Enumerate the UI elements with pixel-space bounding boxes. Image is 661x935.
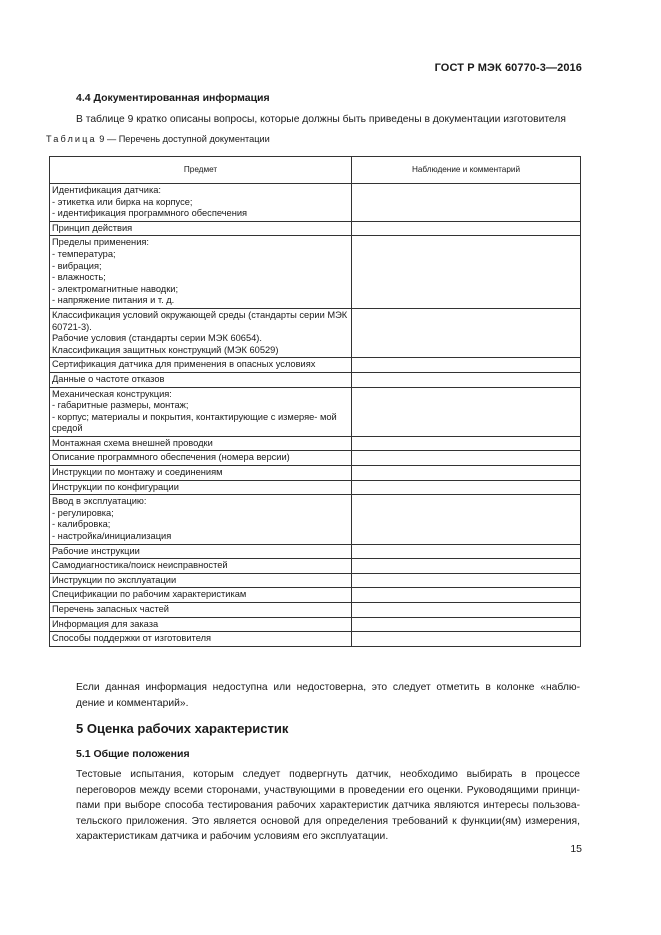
table-row: [50, 495, 581, 544]
cell-comment: [352, 358, 581, 373]
cell-comment: [352, 308, 581, 357]
cell-line: Информация для заказа: [52, 618, 159, 629]
general-provisions-paragraph: [51, 767, 580, 845]
cell-subject: [50, 451, 352, 466]
cell-subject: [50, 221, 352, 236]
table-row: [50, 544, 581, 559]
cell-subject: [50, 358, 352, 373]
after-table-text: Если данная информация недоступна или недостоверна, это следует отметить в колонке «наблю- дение и комментарий».: [76, 682, 580, 709]
cell-line: Пределы применения:: [52, 237, 150, 248]
intro-text: В таблице 9 кратко описаны вопросы, которые должны быть приведены в документации изготовителя: [76, 114, 566, 125]
documentation-table: [49, 156, 581, 647]
cell-subject: [50, 632, 352, 647]
cell-line: - калибровка;: [52, 519, 111, 530]
cell-line: Механическая конструкция:: [52, 388, 172, 399]
table-row: [50, 358, 581, 373]
section-intro-paragraph: [51, 112, 580, 128]
cell-line: - электромагнитные наводки;: [52, 283, 179, 294]
cell-subject: [50, 236, 352, 309]
cell-comment: [352, 387, 581, 436]
cell-subject: [50, 559, 352, 574]
cell-line: Классификация условий окружающей среды (стандарты серии МЭК 60721-3).: [52, 309, 348, 332]
table-row: [50, 221, 581, 236]
cell-line: Инструкции по конфигурации: [52, 481, 179, 492]
cell-subject: [50, 436, 352, 451]
table-row: [50, 466, 581, 481]
cell-line: - настройка/инициализация: [52, 531, 172, 542]
cell-line: Рабочие условия (стандарты серии МЭК 60654).: [52, 333, 262, 344]
table-row: [50, 559, 581, 574]
cell-line: Классификация защитных конструкций (МЭК 60529): [52, 344, 279, 355]
cell-line: Монтажная схема внешней проводки: [52, 437, 213, 448]
table-row: [50, 184, 581, 222]
cell-line: - габаритные размеры, монтаж;: [52, 400, 189, 411]
cell-line: Ввод в эксплуатацию:: [52, 496, 147, 507]
cell-line: Рабочие инструкции: [52, 545, 140, 556]
table-row: [50, 236, 581, 309]
cell-comment: [352, 236, 581, 309]
cell-comment: [352, 617, 581, 632]
general-provisions-text: Тестовые испытания, которым следует подвергнуть датчик, необходимо выбирать в процессе переговоров между всеми сторонами, участвующими в проведении его оценки. Руководящими принци- пами при выборе способа тестирования рабочих характеристик датчика являются интересы пользова- тельского приложения. Это является основой для определения требований к функции(ям) измерения, характеристикам датчика и рабочим условиям его эксплуатации.: [76, 769, 580, 842]
cell-subject: [50, 480, 352, 495]
cell-line: - регулировка;: [52, 507, 114, 518]
section-heading-4-4: 4.4 Документированная информация: [76, 92, 270, 104]
table-caption-label: Таблица: [46, 134, 97, 144]
chapter-heading-5: 5 Оценка рабочих характеристик: [76, 721, 289, 736]
cell-subject: [50, 466, 352, 481]
cell-subject: [50, 544, 352, 559]
cell-line: Принцип действия: [52, 222, 133, 233]
cell-line: Данные о частоте отказов: [52, 373, 165, 384]
cell-line: - влажность;: [52, 272, 106, 283]
cell-line: Идентификация датчика:: [52, 185, 161, 195]
cell-comment: [352, 466, 581, 481]
cell-line: Сертификация датчика для применения в опасных условиях: [52, 359, 316, 370]
table-row: [50, 632, 581, 647]
cell-comment: [352, 495, 581, 544]
cell-subject: [50, 603, 352, 618]
cell-comment: [352, 632, 581, 647]
table-row: [50, 617, 581, 632]
cell-comment: [352, 573, 581, 588]
cell-line: Перечень запасных частей: [52, 604, 169, 614]
cell-line: - корпус; материалы и покрытия, контактирующие с измеряе- мой средой: [52, 411, 337, 434]
cell-line: - этикетка или бирка на корпусе;: [52, 196, 193, 207]
table-row: [50, 387, 581, 436]
cell-comment: [352, 221, 581, 236]
table-header-row: [50, 157, 581, 184]
cell-line: - температура;: [52, 248, 116, 259]
table-row: [50, 603, 581, 618]
table-row: [50, 480, 581, 495]
cell-line: Инструкции по эксплуатации: [52, 574, 177, 585]
cell-subject: [50, 308, 352, 357]
section-heading-5-1: 5.1 Общие положения: [76, 748, 190, 760]
cell-comment: [352, 436, 581, 451]
table-row: [50, 573, 581, 588]
cell-subject: [50, 617, 352, 632]
cell-subject: [50, 495, 352, 544]
cell-subject: [50, 184, 352, 222]
cell-comment: [352, 588, 581, 603]
page-number: 15: [570, 843, 582, 855]
cell-line: Инструкции по монтажу и соединениям: [52, 467, 223, 478]
cell-subject: [50, 573, 352, 588]
cell-line: - идентификация программного обеспечения: [52, 208, 248, 219]
cell-subject: [50, 372, 352, 387]
table-row: [50, 436, 581, 451]
table-caption-text: 9 — Перечень доступной документации: [96, 134, 270, 144]
header-comments: Наблюдение и комментарий: [352, 157, 581, 184]
standard-header: ГОСТ Р МЭК 60770-3—2016: [434, 62, 582, 74]
cell-comment: [352, 480, 581, 495]
cell-comment: [352, 372, 581, 387]
cell-comment: [352, 559, 581, 574]
after-table-paragraph: [51, 680, 580, 711]
table-row: [50, 451, 581, 466]
cell-line: Спецификации по рабочим характеристикам: [52, 589, 247, 600]
header-subject: Предмет: [50, 157, 352, 184]
cell-line: Способы поддержки от изготовителя: [52, 633, 212, 644]
cell-subject: [50, 387, 352, 436]
cell-subject: [50, 588, 352, 603]
cell-comment: [352, 603, 581, 618]
cell-comment: [352, 544, 581, 559]
cell-line: - вибрация;: [52, 260, 102, 271]
cell-line: Описание программного обеспечения (номера версии): [52, 452, 290, 463]
cell-comment: [352, 451, 581, 466]
cell-line: Самодиагностика/поиск неисправностей: [52, 560, 228, 571]
table-row: [50, 588, 581, 603]
table-caption: [46, 134, 270, 144]
cell-line: - напряжение питания и т. д.: [52, 295, 175, 306]
table-row: [50, 372, 581, 387]
table-body: [50, 184, 581, 647]
table-row: [50, 308, 581, 357]
cell-comment: [352, 184, 581, 222]
